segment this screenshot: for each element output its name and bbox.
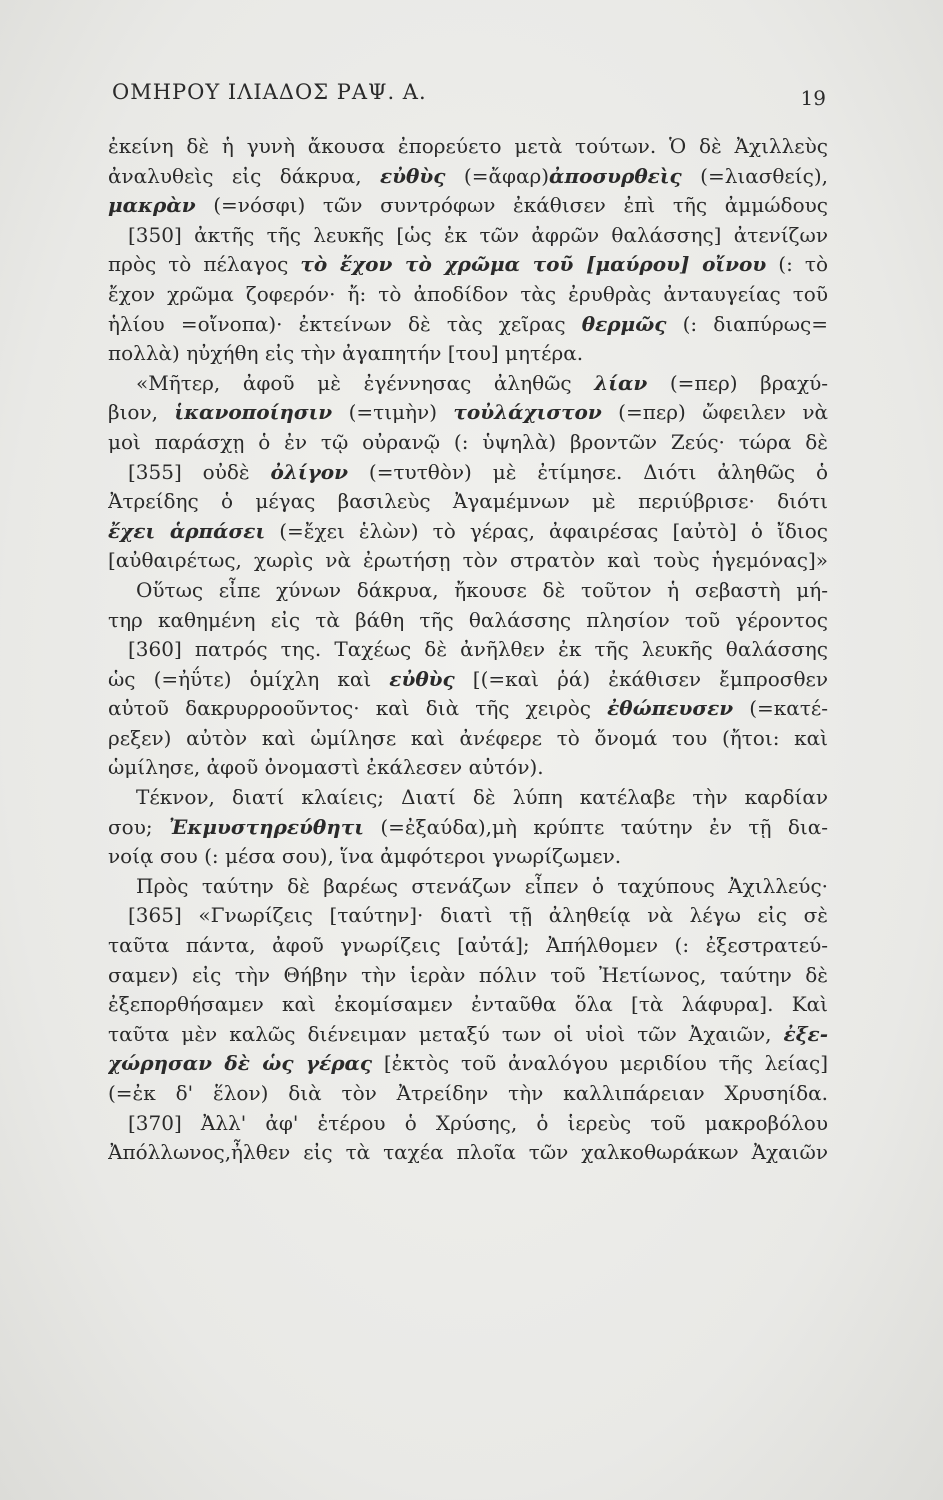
text-line <box>108 901 828 931</box>
text-span: (=ἐκ δ' ἕλον) διὰ τὸν Ἀτρείδην τὴν καλλιπάρειαν Χρυσηίδα. <box>108 1081 828 1105</box>
emphasized-gloss: Ἐκμυστηρεύθητι <box>169 814 364 839</box>
text-span: μοὶ παράσχῃ ὁ ἐν τῷ οὐρανῷ (: ὑψηλὰ) βροντῶν Ζεύς· τώρα δὲ <box>108 429 828 454</box>
text-span: (: διαπύρως= <box>666 311 828 336</box>
text-line <box>108 280 828 310</box>
text-span: [350] ἀκτῆς τῆς λευκῆς [ὡς ἐκ τῶν ἀφρῶν θαλάσσης] ἀτενίζων <box>128 222 828 247</box>
text-span: (=ἐξαύδα),μὴ κρύπτε ταύτην ἐν τῇ δια- <box>363 814 828 839</box>
text-span: [ἐκτὸς τοῦ ἀναλόγου μεριδίου τῆς λείας] <box>372 1051 828 1076</box>
text-span: σαμεν) εἰς τὴν Θήβην τὴν ἱερὰν πόλιν τοῦ Ἠετίωνος, ταύτην δὲ <box>108 962 828 987</box>
text-span: (=περ) βραχύ- <box>647 370 828 395</box>
text-line <box>108 546 828 576</box>
text-line <box>108 162 828 192</box>
text-span: [αὐθαιρέτως, χωρὶς νὰ ἐρωτήσῃ τὸν στρατὸν καὶ τοὺς ἡγεμόνας]» <box>108 548 828 573</box>
emphasized-gloss: ἐξε- <box>783 1021 828 1046</box>
text-line <box>108 872 828 902</box>
text-span: [(=καὶ ῥά) ἐκάθισεν ἔμπροσθεν <box>454 666 828 691</box>
text-span: ὡμίλησε, ἀφοῦ ὀνομαστὶ ἐκάλεσεν αὐτόν). <box>108 755 544 780</box>
text-line <box>108 813 828 843</box>
text-line <box>108 931 828 961</box>
text-line <box>108 458 828 488</box>
text-line <box>108 961 828 991</box>
emphasized-gloss: ἱκανοποίησιν <box>174 400 333 425</box>
text-span: «Μῆτερ, ἀφοῦ μὲ ἐγέννησας ἀληθῶς <box>136 370 595 395</box>
text-line <box>108 1049 828 1079</box>
emphasized-gloss: ἐθώπευσεν <box>607 696 734 721</box>
text-line <box>108 221 828 251</box>
text-line <box>108 339 828 369</box>
text-line <box>108 428 828 458</box>
text-line <box>108 310 828 340</box>
text-line <box>108 1109 828 1139</box>
text-span: ἡλίου =οἴνοπα)· ἐκτείνων δὲ τὰς χεῖρας <box>108 311 582 336</box>
text-span: [370] Ἀλλ' ἀφ' ἑτέρου ὁ Χρύσης, ὁ ἱερεὺς τοῦ μακροβόλου <box>128 1110 828 1135</box>
text-line <box>108 665 828 695</box>
text-span: (=ἄφαρ) <box>445 163 550 188</box>
text-span: ὡς (=ἠΰτε) ὁμίχλη καὶ <box>108 666 390 691</box>
text-span: (=τιμὴν) <box>332 400 454 425</box>
text-span: ἐκείνη δὲ ἡ γυνὴ ἄκουσα ἐπορεύετο μετὰ τούτων. Ὁ δὲ Ἀχιλλεὺς <box>108 134 828 158</box>
emphasized-gloss: μακρὰν <box>108 193 196 218</box>
text-line <box>108 1020 828 1050</box>
text-line <box>108 783 828 813</box>
text-span: (=περ) ὤφειλεν νὰ <box>601 400 828 425</box>
text-span: [355] οὐδὲ <box>128 459 271 484</box>
text-line <box>108 724 828 754</box>
text-span: πολλὰ) ηὐχήθη εἰς τὴν ἀγαπητήν [του] μητέρα. <box>108 341 584 366</box>
text-span: (=ἔχει ἑλὼν) τὸ γέρας, ἀφαιρέσας [αὐτὸ] ὁ ἴδιος <box>265 518 828 543</box>
text-span: αὐτοῦ δακρυρροοῦντος· καὶ διὰ τῆς χειρὸς <box>108 696 608 721</box>
text-span: ταῦτα πάντα, ἀφοῦ γνωρίζεις [αὐτά]; Ἀπήλθομεν (: ἐξεστρατεύ- <box>108 933 828 958</box>
text-line <box>108 369 828 399</box>
text-line <box>108 635 828 665</box>
text-line <box>108 132 828 162</box>
text-span: Ἀπόλλωνος,ἦλθεν εἰς τὰ ταχέα πλοῖα τῶν χαλκοθωράκων Ἀχαιῶν <box>108 1140 828 1165</box>
text-line <box>108 191 828 221</box>
text-line <box>108 1138 828 1168</box>
emphasized-gloss: ἀποσυρθεὶς <box>549 163 682 188</box>
text-line <box>108 398 828 428</box>
text-line <box>108 576 828 606</box>
text-span: βιον, <box>108 400 175 425</box>
text-span: (=νόσφι) τῶν συντρόφων ἐκάθισεν ἐπὶ τῆς ἀμμώδους <box>195 193 828 218</box>
running-head: ΟΜΗΡΟΥ ΙΛΙΑΔΟΣ ΡΑΨ. Α. <box>112 80 427 104</box>
text-span: ρεξεν) αὐτὸν καὶ ὡμίλησε καὶ ἀνέφερε τὸ ὄνομά του (ἤτοι: καὶ <box>108 725 828 750</box>
text-span: ἔχον χρῶμα ζοφερόν· ἤ: τὸ ἀποδίδον τὰς ἐρυθρὰς ἀνταυγείας τοῦ <box>108 281 828 306</box>
emphasized-gloss: τοὐλάχιστον <box>453 400 602 425</box>
text-span: ἀναλυθεὶς εἰς δάκρυα, <box>108 163 381 188</box>
text-line <box>108 250 828 280</box>
text-span: (=τυτθὸν) μὲ ἐτίμησε. Διότι ἀληθῶς ὁ <box>348 459 828 484</box>
emphasized-gloss: λίαν <box>594 370 648 395</box>
text-line <box>108 842 828 872</box>
text-span: (=κατέ- <box>733 696 828 721</box>
text-span: Ἀτρείδης ὁ μέγας βασιλεὺς Ἀγαμέμνων μὲ περιύβρισε· διότι <box>108 489 828 514</box>
text-line <box>108 1079 828 1109</box>
text-line <box>108 753 828 783</box>
text-line <box>108 606 828 636</box>
emphasized-gloss: χώρησαν δὲ ὡς γέρας <box>108 1051 373 1076</box>
text-span: νοίᾳ σου (: μέσα σου), ἵνα ἀμφότεροι γνωρίζωμεν. <box>108 844 622 869</box>
text-span: (=λιασθείς), <box>681 163 828 188</box>
text-span: Πρὸς ταύτην δὲ βαρέως στενάζων εἶπεν ὁ ταχύπους Ἀχιλλεύς· <box>136 873 828 898</box>
emphasized-gloss: εὐθὺς <box>380 163 446 188</box>
text-line <box>108 517 828 547</box>
emphasized-gloss: ὀλίγον <box>270 459 349 484</box>
page-header <box>112 80 826 110</box>
emphasized-gloss: θερμῶς <box>581 311 667 336</box>
text-span: Τέκνον, διατί κλαίεις; Διατί δὲ λύπη κατέλαβε τὴν καρδίαν <box>136 785 828 810</box>
emphasized-gloss: ἔχει ἁρπάσει <box>108 518 266 543</box>
text-span: (: τὸ <box>766 252 828 277</box>
text-span: [365] «Γνωρίζεις [ταύτην]· διατὶ τῇ ἀληθείᾳ νὰ λέγω εἰς σὲ <box>128 903 828 928</box>
text-line <box>108 487 828 517</box>
emphasized-gloss: εὐθὺς <box>389 666 455 691</box>
text-span: [360] πατρός της. Ταχέως δὲ ἀνῆλθεν ἐκ τῆς λευκῆς θαλάσσης <box>128 637 828 662</box>
text-span: πρὸς τὸ πέλαγος <box>108 252 301 277</box>
page-number: 19 <box>800 86 826 110</box>
text-span: τηρ καθημένη εἰς τὰ βάθη τῆς θαλάσσης πλησίον τοῦ γέροντος <box>108 607 828 632</box>
text-span: σου; <box>108 814 169 839</box>
text-span: ταῦτα μὲν καλῶς διένειμαν μεταξύ των οἱ υἱοὶ τῶν Ἀχαιῶν, <box>108 1021 784 1046</box>
emphasized-gloss: τὸ ἔχον τὸ χρῶμα τοῦ [μαύρου] οἴνου <box>300 252 767 277</box>
text-line <box>108 694 828 724</box>
text-line <box>108 990 828 1020</box>
text-span: ἐξεπορθήσαμεν καὶ ἐκομίσαμεν ἐνταῦθα ὅλα [τὰ λάφυρα]. Καὶ <box>108 992 828 1017</box>
body-text <box>108 132 828 1168</box>
text-span: Οὕτως εἶπε χύνων δάκρυα, ἤκουσε δὲ τοῦτον ἡ σεβαστὴ μή- <box>136 577 828 602</box>
